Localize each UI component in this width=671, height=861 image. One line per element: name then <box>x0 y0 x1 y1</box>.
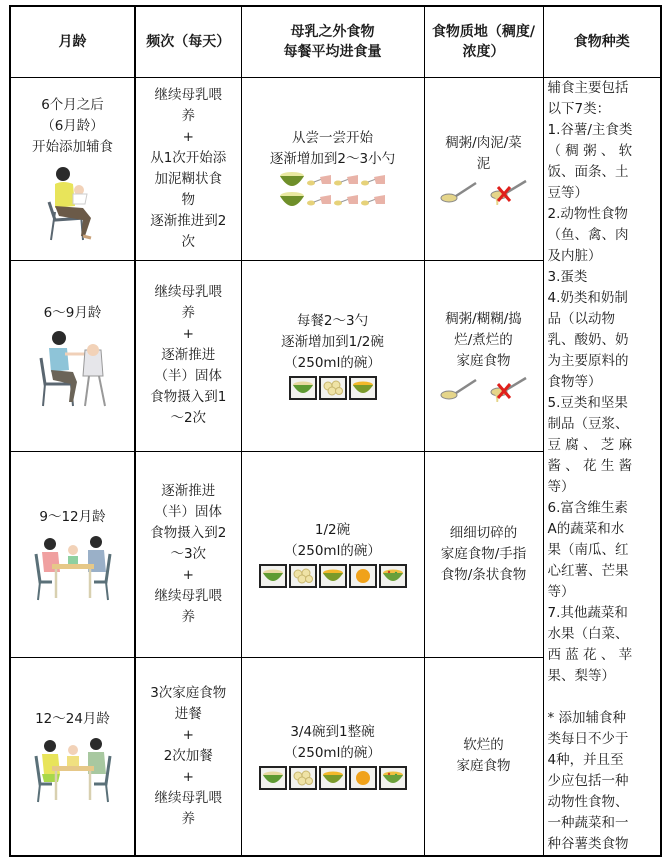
amount-icons-row <box>246 190 420 210</box>
orange-icon <box>349 564 377 588</box>
texture-icons <box>429 179 539 205</box>
egg-porridge-bowl-icon <box>349 376 377 400</box>
amount-icons-row <box>246 376 420 400</box>
banana-slices-icon <box>319 376 347 400</box>
frequency-cell: 继续母乳喂 养 + 逐渐推进 （半）固体 食物摄入到1 ～2次 <box>135 260 241 451</box>
frequency-cell: 3次家庭食物 进餐 + 2次加餐 + 继续母乳喂 养 <box>135 657 241 856</box>
header-food-types: 食物种类 <box>543 6 661 77</box>
vegetable-bowl-icon <box>259 564 287 588</box>
vegetable-bowl-icon <box>259 766 287 790</box>
texture-cell: 细细切碎的 家庭食物/手指 食物/条状食物 <box>424 451 543 657</box>
texture-cell: 软烂的 家庭食物 <box>424 657 543 856</box>
father-feeding-baby-illustration <box>33 328 113 408</box>
texture-cell: 稠粥/糊糊/捣 烂/煮烂的 家庭食物 <box>424 260 543 451</box>
spoon-hand-icon <box>333 172 359 188</box>
texture-cell: 稠粥/肉泥/菜 泥 <box>424 77 543 260</box>
header-age: 月龄 <box>10 6 135 77</box>
frequency-cell: 继续母乳喂 养 + 从1次开始添 加泥糊状食 物 逐渐推进到2 次 <box>135 77 241 260</box>
age-cell: 6～9月龄 <box>10 260 135 451</box>
spoon-hand-icon <box>333 192 359 208</box>
family-meal-illustration <box>30 532 116 602</box>
amount-icons-row <box>246 766 420 790</box>
spoon-hand-icon <box>306 172 332 188</box>
thick-spoon-ok-icon <box>440 376 478 402</box>
bowl-icon <box>279 190 305 210</box>
spacer <box>548 687 657 708</box>
header-row <box>10 6 661 77</box>
vegetable-bowl-icon <box>289 376 317 400</box>
amount-cell: 每餐2～3勺 逐渐增加到1/2碗 （250ml的碗） <box>241 260 424 451</box>
orange-icon <box>349 766 377 790</box>
amount-cell: 从尝一尝开始 逐渐增加到2～3小勺 <box>241 77 424 260</box>
complementary-feeding-table <box>9 5 662 857</box>
spoon-hand-icon <box>306 192 332 208</box>
amount-cell: 3/4碗到1整碗 （250ml的碗） <box>241 657 424 856</box>
banana-slices-icon <box>289 564 317 588</box>
frequency-cell: 逐渐推进 （半）固体 食物摄入到2 ～3次 + 继续母乳喂 养 <box>135 451 241 657</box>
spoon-hand-icon <box>360 172 386 188</box>
amount-icons-row <box>246 564 420 588</box>
header-amount: 母乳之外食物 每餐平均进食量 <box>241 6 424 77</box>
mixed-rice-bowl-icon <box>379 564 407 588</box>
amount-cell: 1/2碗 （250ml的碗） <box>241 451 424 657</box>
age-cell: 9～12月龄 <box>10 451 135 657</box>
age-cell: 12～24月龄 <box>10 657 135 856</box>
mother-feeding-infant-illustration <box>33 162 113 242</box>
header-texture: 食物质地（稠度/浓度） <box>424 6 543 77</box>
thick-spoon-ok-icon <box>440 179 478 205</box>
texture-icons <box>429 376 539 402</box>
family-meal-illustration <box>30 734 116 804</box>
egg-porridge-bowl-icon <box>319 766 347 790</box>
age-cell: 6个月之后 （6月龄） 开始添加辅食 <box>10 77 135 260</box>
bowl-icon <box>279 170 305 190</box>
header-frequency: 频次（每天） <box>135 6 241 77</box>
food-types-cell: 辅食主要包括 以下7类： 1.谷薯/主食类 （ 稠 粥 、 软 饭、面条、土 豆等） 2.动物性食物 （鱼、禽、肉 及内脏） 3.蛋类 4.奶类和奶制 品（以动物 乳、酸奶、奶 为主要原料的 食物等） 5.豆类和坚果 制品（豆浆、 豆 腐 、 芝 麻 酱 、 花 生 酱 等） 6.富含维生素 A的蔬菜和水 果（南瓜、红 心红薯、芒果 等） 7.其他蔬菜和 水果（白菜、 西 蓝 花 、 苹 果、梨等） * 添加辅食种 类每日不少于 4种，并且至 少应包括一种 动物性食物、 一种蔬菜和一 种谷薯类食物 <box>543 77 661 856</box>
amount-icons-row <box>246 170 420 190</box>
egg-porridge-bowl-icon <box>319 564 347 588</box>
runny-spoon-cross-icon <box>490 179 528 205</box>
runny-spoon-cross-icon <box>490 376 528 402</box>
table-row <box>10 77 661 260</box>
spoon-hand-icon <box>360 192 386 208</box>
mixed-rice-bowl-icon <box>379 766 407 790</box>
banana-slices-icon <box>289 766 317 790</box>
